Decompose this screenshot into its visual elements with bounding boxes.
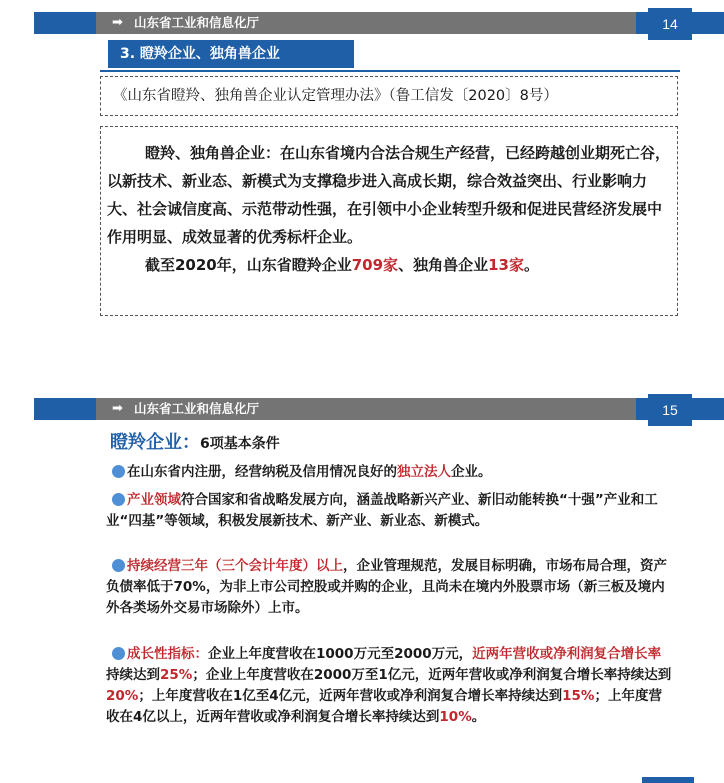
arrow-right-icon: ➡ xyxy=(112,15,123,30)
condition-3 xyxy=(106,556,672,619)
condition-text: ，企业管理规范，发展目标明确，市场布局合理，资产负债率低于70%，为非上市公司控股或并购的企业，且尚未在境内外股票市场（新三板及境内外各类场外交易市场除外）上市。 xyxy=(106,558,667,616)
arrow-right-icon: ➡ xyxy=(112,401,123,416)
condition-text: 企业。 xyxy=(451,464,492,480)
bullet-circle-icon xyxy=(112,465,125,478)
title-main: 瞪羚企业： xyxy=(110,432,200,453)
stats-mid: 、独角兽企业 xyxy=(398,256,489,274)
condition-text: 符合国家和省战略发展方向，涵盖战略新兴产业、新旧动能转换“十强”产业和工业“四基”等领域，积极发展新技术、新产业、新业态、新模式。 xyxy=(106,492,658,529)
org-name: 山东省工业和信息化厅 xyxy=(134,401,260,416)
page-number: 14 xyxy=(648,8,692,40)
page-number: 15 xyxy=(648,394,692,426)
bullet-circle-icon xyxy=(112,559,125,572)
condition-text: 。 xyxy=(471,709,486,725)
condition-1 xyxy=(112,462,678,483)
condition-4 xyxy=(106,644,672,728)
condition-text: 在山东省内注册，经营纳税及信用情况良好的 xyxy=(127,464,397,480)
stats-prefix: 截至2020年，山东省瞪羚企业 xyxy=(145,256,352,274)
growth-rate-value: 10% xyxy=(439,709,472,725)
title-sub: 6项基本条件 xyxy=(200,436,280,452)
bullet-circle-icon xyxy=(112,493,125,506)
condition-highlight: 产业领域 xyxy=(127,492,181,508)
gazelle-count: 709家 xyxy=(351,256,399,274)
document-reference: 《山东省瞪羚、独角兽企业认定管理办法》（鲁工信发〔2020〕8号） xyxy=(100,76,678,116)
condition-text: ；上年度营收在1亿至4亿元，近两年营收或净利润复合增长率持续达到 xyxy=(138,688,563,704)
definition-text: 瞪羚、独角兽企业：在山东省境内合法合规生产经营，已经跨越创业期死亡谷，以新技术、新业态、新模式为支撑稳步进入高成长期，综合效益突出、行业影响力大、社会诚信度高、示范带动性强，在引领中小企业转型升级和促进民营经济发展中作用明显、成效显著的优秀标杆企业。 xyxy=(107,144,671,246)
condition-highlight: 独立法人 xyxy=(397,464,451,480)
condition-highlight: 近两年营收或净利润复合增长率 xyxy=(472,646,662,662)
stats-suffix: 。 xyxy=(523,256,539,274)
growth-rate-value: 25% xyxy=(160,667,193,683)
org-name: 山东省工业和信息化厅 xyxy=(134,15,260,30)
condition-text: 持续达到 xyxy=(106,667,160,683)
unicorn-count: 13家 xyxy=(488,256,524,274)
condition-text: ；企业上年度营收在2000万至1亿元，近两年营收或净利润复合增长率持续达到 xyxy=(192,667,672,683)
condition-highlight: 成长性指标： xyxy=(127,646,208,662)
slide-header xyxy=(0,398,724,420)
header-accent-left xyxy=(34,398,96,420)
condition-text: 企业上年度营收在1000万元至2000万元， xyxy=(208,646,473,662)
growth-rate-value: 20% xyxy=(106,688,139,704)
section-title: 3. 瞪羚企业、独角兽企业 xyxy=(108,40,354,68)
page-title xyxy=(110,428,280,454)
next-slide-edge xyxy=(642,777,694,783)
condition-highlight: 持续经营三年（三个会计年度）以上 xyxy=(127,558,343,574)
condition-2 xyxy=(106,490,672,532)
condition-text: ；上年度营收在4亿以上，近两年营收或净利润复合增长率持续达到 xyxy=(106,688,662,725)
growth-rate-value: 15% xyxy=(562,688,595,704)
bullet-circle-icon xyxy=(112,647,125,660)
